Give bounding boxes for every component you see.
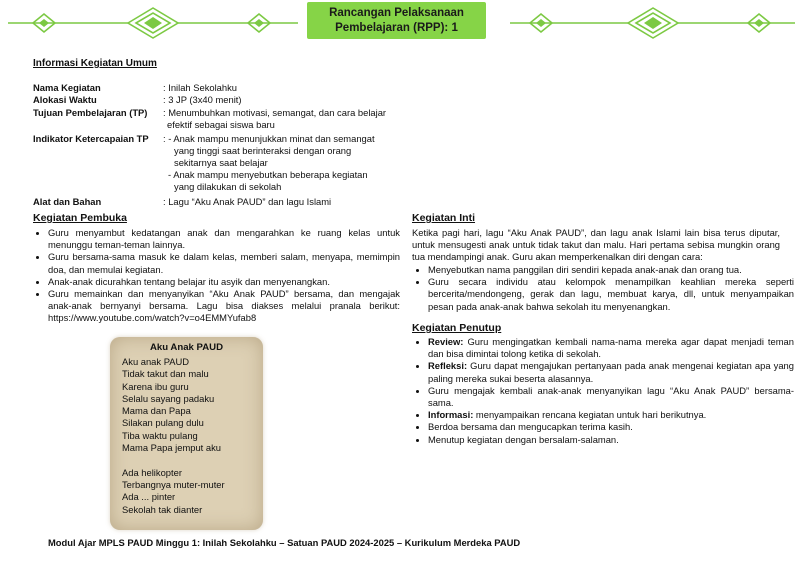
indikator-value-1: : - Anak mampu menunjukkan minat dan semangat xyxy=(163,133,375,144)
indikator-value-3: sekitarnya saat belajar xyxy=(174,157,268,168)
song-line: Sekolah tak dianter xyxy=(122,503,203,515)
song-line: Ada helikopter xyxy=(122,466,182,478)
nama-label: Nama Kegiatan xyxy=(33,82,101,93)
page-title-line-1: Rancangan Pelaksanaan xyxy=(329,6,464,19)
indikator-value-4: - Anak mampu menyebutkan beberapa kegiatan xyxy=(168,169,368,180)
refleksi-text: Guru dapat mengajukan pertanyaan pada anak mengenai kegiatan apa yang paling mereka sukai beserta alasannya. xyxy=(428,360,794,384)
song-title: Aku Anak PAUD xyxy=(149,342,224,353)
list-item: • Menyebutkan nama panggilan diri sendiri kepada anak-anak dan orang tua. xyxy=(428,264,794,276)
song-line: Selalu sayang padaku xyxy=(122,392,215,404)
review-label: Review: xyxy=(428,336,464,347)
header-ornament-left-icon xyxy=(8,6,298,40)
song-line: Terbangnya muter-muter xyxy=(122,478,225,490)
list-item xyxy=(428,336,794,360)
inti-intro: Ketika pagi hari, lagu “Aku Anak PAUD”, dan lagu anak Islami lain bisa terus diputar, untuk mensugesti anak untuk tidak takut dan malu. Hari pertama sebisa mungkin orang tua mendampingi anak. Guru akan memperkenalkan diri dengan cara: xyxy=(412,227,780,263)
review-text: Guru mengingatkan kembali nama-nama mereka agar dapat menjadi teman dan bisa dimintai tolong ketika di sekolah. xyxy=(428,336,794,360)
list-item xyxy=(428,360,794,384)
list-item: • Guru menyambut kedatangan anak dan mengarahkan ke ruang kelas untuk menunggu teman-teman lainnya. xyxy=(48,227,400,251)
list-item: • Berdoa bersama dan mengucapkan terima kasih. xyxy=(428,421,794,433)
list-item: • Guru secara individu atau kelompok menampilkan keahlian mereka seperti berceritа/mendongeng, gerak dan lagu, membuat karya, dll, untuk menyampaikan pesan pada anak-anak bahwa sekolah itu menyenangkan. xyxy=(428,276,794,313)
list-item: • Anak-anak dicurahkan tentang belajar itu asyik dan menyenangkan. xyxy=(48,276,400,288)
tujuan-label: Tujuan Pembelajaran (TP) xyxy=(33,107,148,118)
header-ornament-right-icon xyxy=(510,6,795,40)
song-card xyxy=(110,337,263,530)
info-section-title: Informasi Kegiatan Umum xyxy=(33,58,157,69)
nama-value: : Inilah Sekolahku xyxy=(163,82,238,93)
song-line: Mama Papa jemput aku xyxy=(122,442,222,454)
tujuan-value-1: : Menumbuhkan motivasi, semangat, dan cara belajar xyxy=(163,107,387,118)
tujuan-value-2: efektif sebagai siswa baru xyxy=(167,119,275,130)
refleksi-label: Refleksi: xyxy=(428,360,468,372)
list-item: • Menutup kegiatan dengan bersalam-salaman. xyxy=(428,434,794,446)
pembuka-title: Kegiatan Pembuka xyxy=(33,212,127,224)
song-line xyxy=(122,454,225,466)
page-footer: Modul Ajar MPLS PAUD Minggu 1: Inilah Sekolahku – Satuan PAUD 2024-2025 – Kurikulum Merdeka PAUD xyxy=(48,537,521,548)
pembuka-list xyxy=(34,227,400,325)
inti-list xyxy=(414,264,794,313)
alat-label: Alat dan Bahan xyxy=(33,196,102,207)
list-item: • Guru mengajak kembali anak-anak menyanyikan lagu “Aku Anak PAUD” bersama-sama. xyxy=(428,385,794,409)
informasi-text: menyampaikan rencana kegiatan untuk hari berikutnya. xyxy=(473,409,707,421)
indikator-label: Indikator Ketercapaian TP xyxy=(33,133,149,144)
song-line: Ada ... pinter xyxy=(122,491,176,503)
alokasi-value: : 3 JP (3x40 menit) xyxy=(163,94,242,105)
penutup-title: Kegiatan Penutup xyxy=(412,322,502,334)
alat-value: : Lagu “Aku Anak PAUD” dan lagu Islami xyxy=(163,196,332,207)
song-line: Aku anak PAUD xyxy=(122,356,190,367)
informasi-label: Informasi: xyxy=(428,409,474,421)
indikator-value-5: yang dilakukan di sekolah xyxy=(174,181,282,192)
penutup-list xyxy=(414,336,794,446)
song-line: Mama dan Papa xyxy=(122,405,191,417)
list-item xyxy=(428,409,794,421)
page-title-line-2: Pembelajaran (RPP): 1 xyxy=(335,21,458,34)
song-line: Silakan pulang dulu xyxy=(122,417,204,429)
page-title-banner xyxy=(307,2,486,39)
song-lyrics xyxy=(122,356,225,516)
list-item: • Guru memainkan dan menyanyikan “Aku Anak PAUD” bersama, dan mengajak anak-anak bernyanyi bersama. Lagu bisa diakses melalui pranala berikut: https://www.youtube.com/watch?v=o4EMMYufab8 xyxy=(48,288,400,325)
song-line: Tidak takut dan malu xyxy=(122,368,209,380)
indikator-value-2: yang tinggi saat berinteraksi dengan orang xyxy=(174,145,352,156)
alokasi-label: Alokasi Waktu xyxy=(33,94,97,105)
song-line: Tiba waktu pulang xyxy=(122,429,198,441)
inti-title: Kegiatan Inti xyxy=(412,212,476,224)
song-line: Karena ibu guru xyxy=(122,380,189,392)
list-item: • Guru bersama-sama masuk ke dalam kelas, memberi salam, menyapa, memimpin doa, dan memulai kegiatan. xyxy=(48,251,400,275)
